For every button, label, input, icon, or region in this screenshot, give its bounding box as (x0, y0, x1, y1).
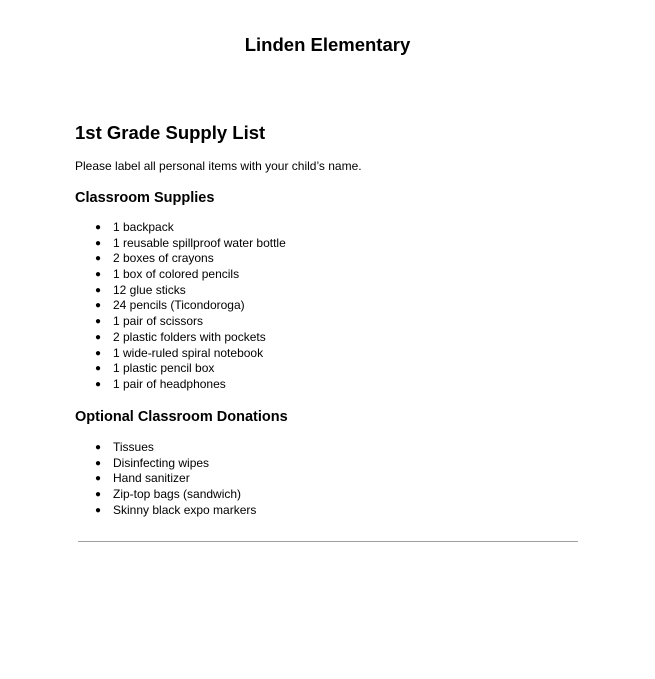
list-item (95, 471, 256, 487)
list-item (95, 283, 286, 299)
list-item-text: Tissues (113, 440, 154, 454)
bullet-icon: ● (95, 300, 102, 312)
bullet-icon: ● (95, 237, 102, 249)
list-item (95, 298, 286, 314)
list-item-text: 1 wide-ruled spiral notebook (113, 345, 264, 360)
list-item (95, 251, 286, 267)
bullet-icon: ● (95, 473, 102, 485)
bullet-icon: ● (95, 442, 102, 453)
list-item (95, 456, 256, 472)
bullet-icon: ● (95, 347, 102, 359)
list-item-text: Skinny black expo markers (113, 502, 257, 517)
school-name: Linden Elementary (244, 34, 411, 55)
list-item-text: 2 boxes of crayons (113, 251, 214, 266)
list-item-text: Zip-top bags (sandwich) (113, 487, 242, 502)
bullet-icon: ● (95, 378, 102, 390)
list-item (95, 361, 286, 377)
list-item (95, 330, 286, 346)
bullet-icon: ● (95, 253, 102, 265)
list-item-text: 1 box of colored pencils (113, 267, 240, 282)
list-item (95, 267, 286, 283)
bullet-icon: ● (95, 363, 102, 375)
list-item (95, 440, 256, 456)
list-item (95, 377, 286, 393)
optional-donations-list (95, 440, 256, 518)
list-item-text: 1 backpack (113, 220, 174, 234)
section-heading-optional-donations: Optional Classroom Donations (75, 409, 288, 425)
list-item-text: 24 pencils (Ticondoroga) (113, 298, 245, 313)
bullet-icon: ● (95, 457, 102, 469)
list-item-text: 1 plastic pencil box (113, 361, 215, 376)
list-item-text: 1 pair of headphones (113, 376, 226, 391)
list-item (95, 236, 286, 252)
page-title: 1st Grade Supply List (75, 122, 266, 143)
list-item (95, 220, 286, 236)
classroom-supplies-list (95, 220, 286, 393)
list-item-text: 1 pair of scissors (113, 314, 204, 329)
bullet-icon: ● (95, 284, 102, 296)
bullet-icon: ● (95, 489, 102, 501)
list-item-text: 2 plastic folders with pockets (113, 329, 266, 344)
section-heading-classroom-supplies: Classroom Supplies (75, 190, 215, 206)
bullet-icon: ● (95, 331, 102, 343)
list-item (95, 314, 286, 330)
list-item-text: 12 glue sticks (113, 282, 186, 297)
bullet-icon: ● (95, 504, 102, 516)
bullet-icon: ● (95, 269, 102, 281)
list-item-text: Disinfecting wipes (113, 455, 210, 470)
list-item (95, 503, 256, 519)
list-item-text: Hand sanitizer (113, 471, 190, 486)
list-item-text: 1 reusable spillproof water bottle (113, 235, 286, 250)
intro-text: Please label all personal items with your child’s name. (75, 159, 362, 173)
horizontal-divider (78, 541, 578, 542)
bullet-icon: ● (95, 222, 102, 233)
list-item (95, 346, 286, 362)
list-item (95, 487, 256, 503)
bullet-icon: ● (95, 316, 102, 328)
